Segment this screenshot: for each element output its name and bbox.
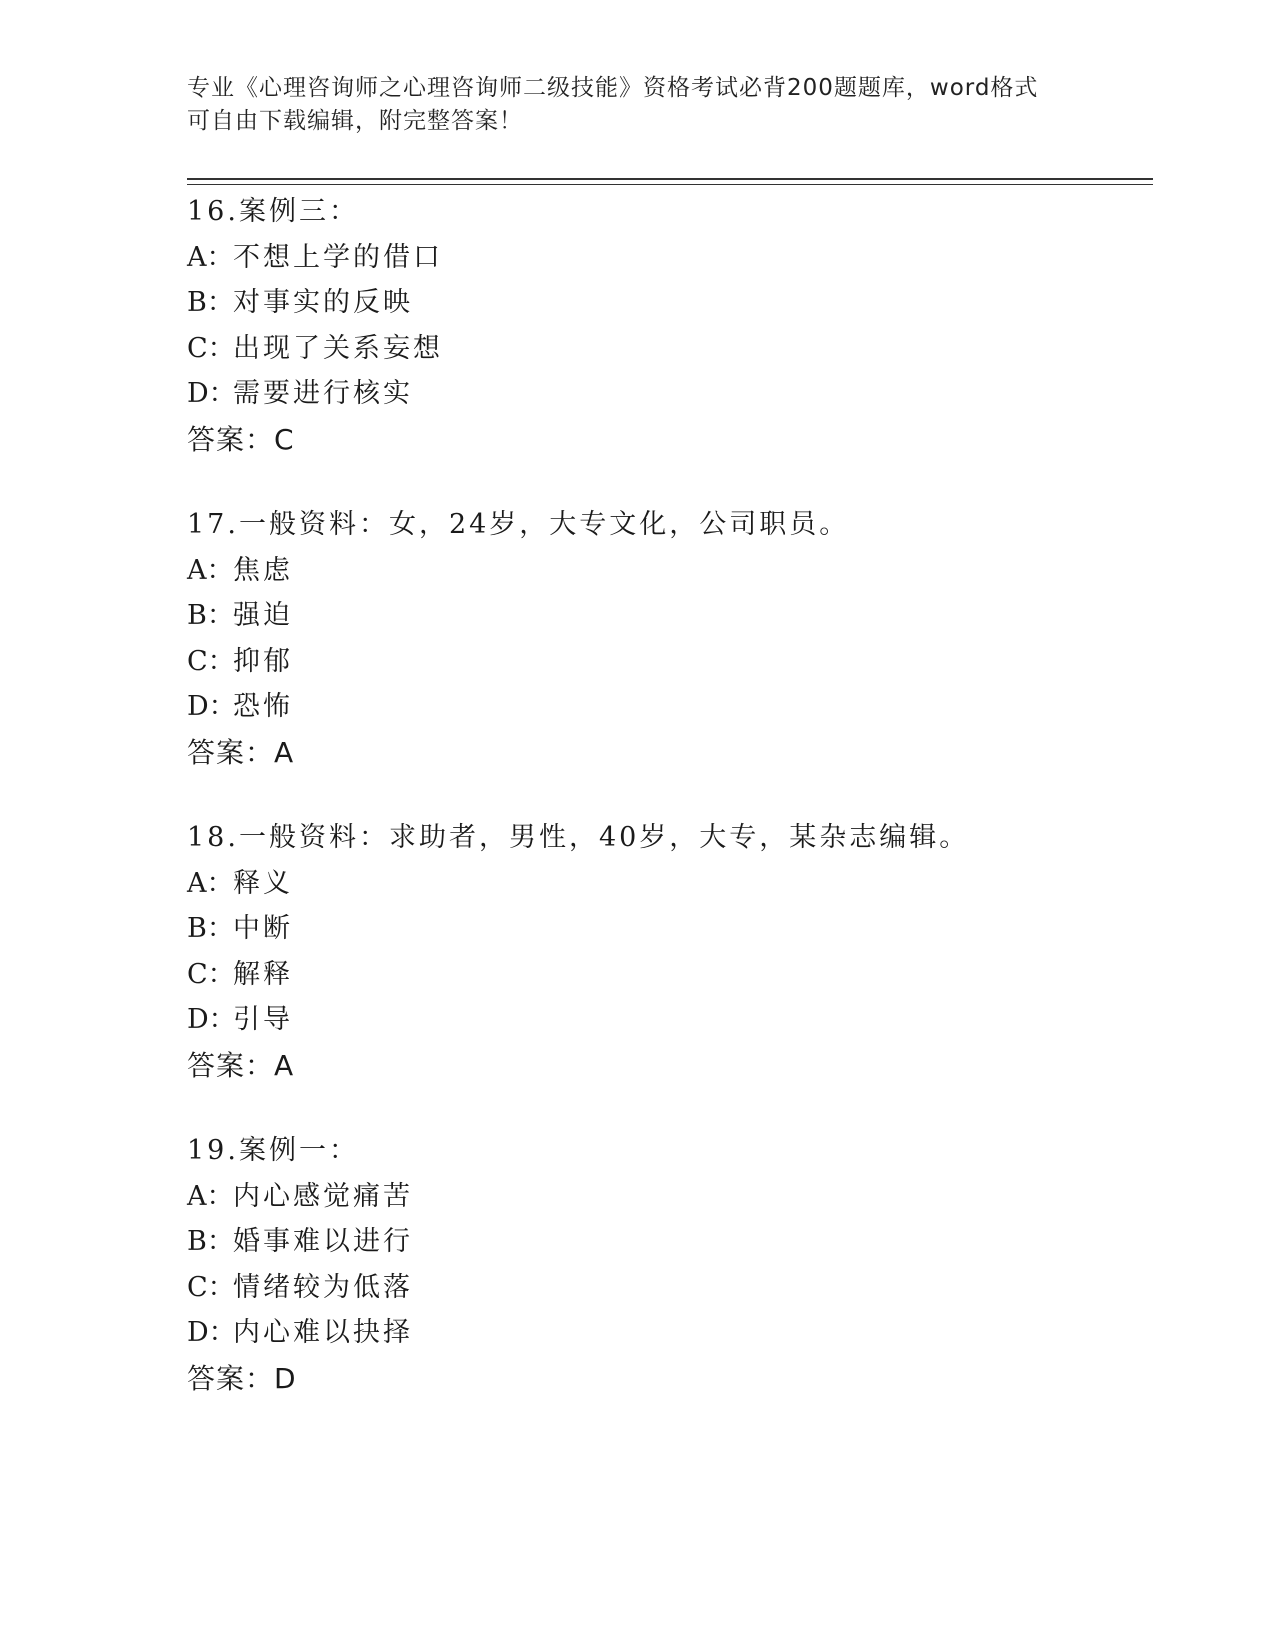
option-text: 情绪较为低落 [233,1271,413,1303]
header-divider [187,178,1153,180]
option-text: 强迫 [233,600,293,631]
option-b [187,1219,1147,1265]
header-divider-thin [187,184,1153,185]
option-d [187,997,1147,1043]
option-label: C： [187,332,235,364]
option-d [187,371,1147,417]
option-text: 内心难以抉择 [233,1317,413,1348]
option-text: 内心感觉痛苦 [233,1180,413,1212]
question-stem: 18.一般资料：求助者，男性，40岁，大专，某杂志编辑。 [187,822,970,853]
option-label: B： [187,1226,234,1257]
option-label: A： [187,554,234,586]
option-label: D： [187,691,236,722]
option-c [187,1265,1147,1311]
question-stem: 17.一般资料：女，24岁，大专文化，公司职员。 [187,509,850,540]
option-text: 对事实的反映 [233,287,413,318]
option-label: C： [187,1271,235,1303]
header-line-2: 可自由下载编辑，附完整答案！ [187,108,523,134]
option-b [187,280,1147,326]
question-17 [187,502,1147,775]
answer: 答案：C [187,422,295,456]
option-label: B： [187,913,234,944]
option-text: 需要进行核实 [233,378,413,409]
option-label: D： [187,378,236,409]
answer: 答案：A [187,1048,295,1082]
option-text: 焦虑 [233,554,293,586]
option-label: A： [187,1180,234,1212]
option-c [187,639,1147,685]
option-label: C： [187,958,235,990]
option-text: 解释 [233,958,293,990]
answer: 答案：D [187,1361,297,1395]
option-label: A： [187,867,234,899]
option-text: 释义 [233,867,293,899]
option-text: 抑郁 [233,645,293,677]
question-stem: 19.案例一： [187,1135,359,1166]
option-label: C： [187,645,235,677]
question-stem: 16.案例三： [187,196,359,227]
option-text: 引导 [233,1004,293,1035]
option-c [187,326,1147,372]
question-16 [187,189,1147,462]
header-line-1: 专业《心理咨询师之心理咨询师二级技能》资格考试必背200题题库，word格式 [187,75,1039,101]
option-b [187,593,1147,639]
option-text: 不想上学的借口 [233,241,443,273]
option-b [187,906,1147,952]
option-a [187,1174,1147,1220]
document-header [187,72,1087,138]
option-a [187,235,1147,281]
option-d [187,1310,1147,1356]
option-a [187,861,1147,907]
option-label: D： [187,1004,236,1035]
question-19 [187,1128,1147,1401]
option-text: 恐怖 [233,691,293,722]
option-label: B： [187,287,234,318]
question-list [187,189,1147,1441]
answer: 答案：A [187,735,295,769]
option-c [187,952,1147,998]
option-text: 婚事难以进行 [233,1226,413,1257]
option-label: B： [187,600,234,631]
option-d [187,684,1147,730]
option-label: D： [187,1317,236,1348]
option-text: 出现了关系妄想 [233,332,443,364]
option-text: 中断 [233,913,293,944]
option-a [187,548,1147,594]
question-18 [187,815,1147,1088]
option-label: A： [187,241,234,273]
